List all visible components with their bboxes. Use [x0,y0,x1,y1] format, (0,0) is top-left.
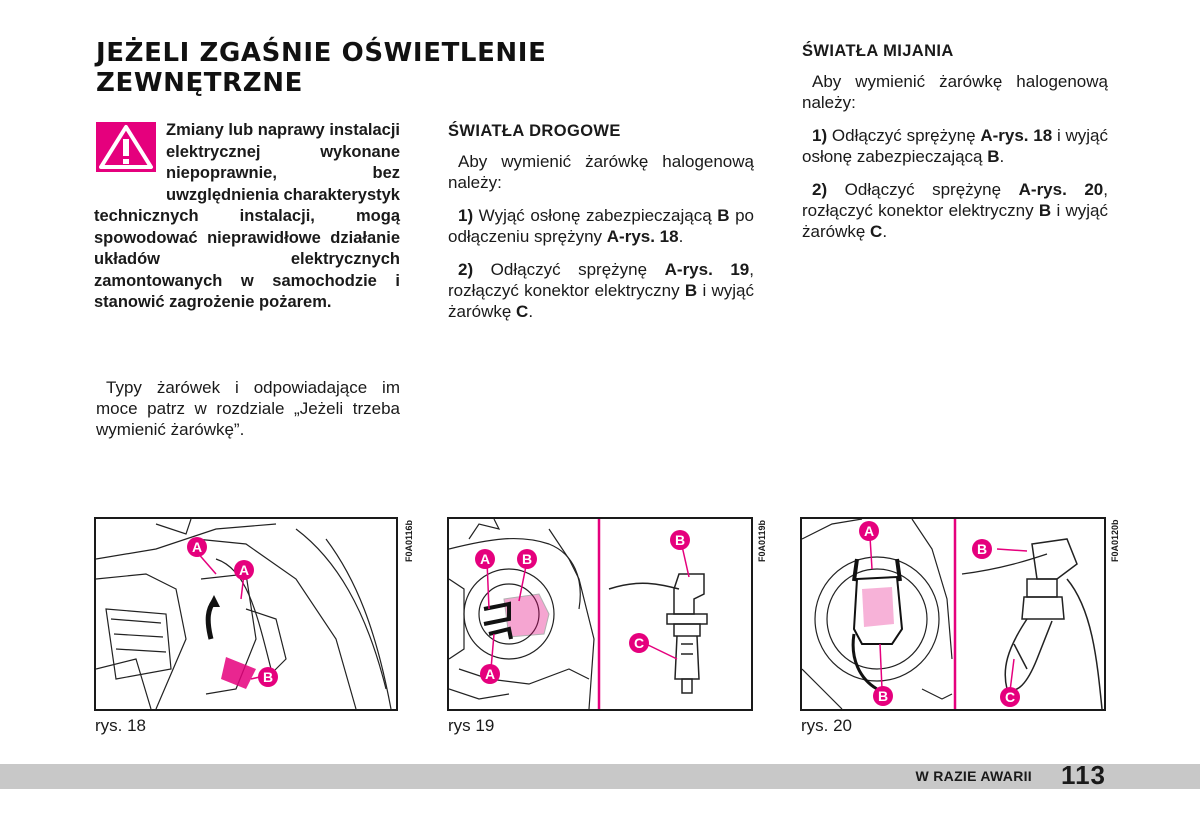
figure-18-code: F0A0116b [404,519,414,562]
warning-block [94,120,400,314]
bulb-types-note: Typy żarówek i odpowiadające im moce patrz w rozdziale „Jeżeli trzeba wymienić żarówkę”. [96,378,400,439]
callout-label: A [484,666,496,682]
high-beam-step-1: 1) Wyjąć osłonę zabezpieczającą B po odłączeniu sprężyny A-rys. 18. [448,206,754,246]
page-number: 113 [1061,760,1106,790]
figure-18-illustration [94,517,398,711]
callout-label: A [479,551,491,567]
low-beam-step-2: 2) Odłączyć sprężynę A-rys. 20, rozłączyć konektor elektryczny B i wyjąć żarówkę C. [802,180,1108,241]
callout-label: B [674,532,686,548]
low-beam-step-1: 1) Odłączyć sprężynę A-rys. 18 i wyjąć osłonę zabezpieczającą B. [802,126,1109,166]
figure-19-code: F0A0119b [757,519,767,562]
figure-20-code: F0A0120b [1110,519,1120,562]
warning-text: Zmiany lub naprawy instalacji elektrycznej wykonane niepoprawnie, bez uwzględnienia charakterystyk technicznych instalacji, mogą spowodować nieprawidłowe działanie układów elektrycznych zamontowanych w samochodzie i stanowić zagrożenie pożarem. [94,121,400,311]
page-title: JEŻELI ZGAŚNIE OŚWIETLENIE ZEWNĘTRZNE [96,38,547,98]
high-beam-section [448,122,754,334]
figure-19-illustration [447,517,753,711]
low-beam-heading: ŚWIATŁA MIJANIA [802,42,954,60]
callout-label: B [976,541,988,557]
warning-triangle-icon [96,122,156,172]
high-beam-heading: ŚWIATŁA DROGOWE [448,122,621,140]
callout-label: B [521,551,533,567]
high-beam-intro: Aby wymienić żarówkę halogenową należy: [448,152,754,192]
callout-label: C [633,635,645,651]
callout-label: A [238,562,250,578]
callout-label: B [262,669,274,685]
figure-20-caption: rys. 20 [801,716,853,735]
callout-label: B [877,688,889,704]
callout-label: A [191,539,203,555]
figure-18-caption: rys. 18 [95,716,147,735]
figure-19-caption: rys 19 [448,716,495,735]
footer-section-title: W RAZIE AWARII [915,768,1032,784]
high-beam-step-2: 2) Odłączyć sprężynę A-rys. 19, rozłączyć konektor elektryczny B i wyjąć żarówkę C. [448,260,754,321]
figure-20-illustration [800,517,1106,711]
callout-label: A [863,523,875,539]
low-beam-intro: Aby wymienić żarówkę halogenową należy: [802,72,1108,112]
low-beam-section [802,42,1108,254]
callout-label: C [1004,689,1016,705]
